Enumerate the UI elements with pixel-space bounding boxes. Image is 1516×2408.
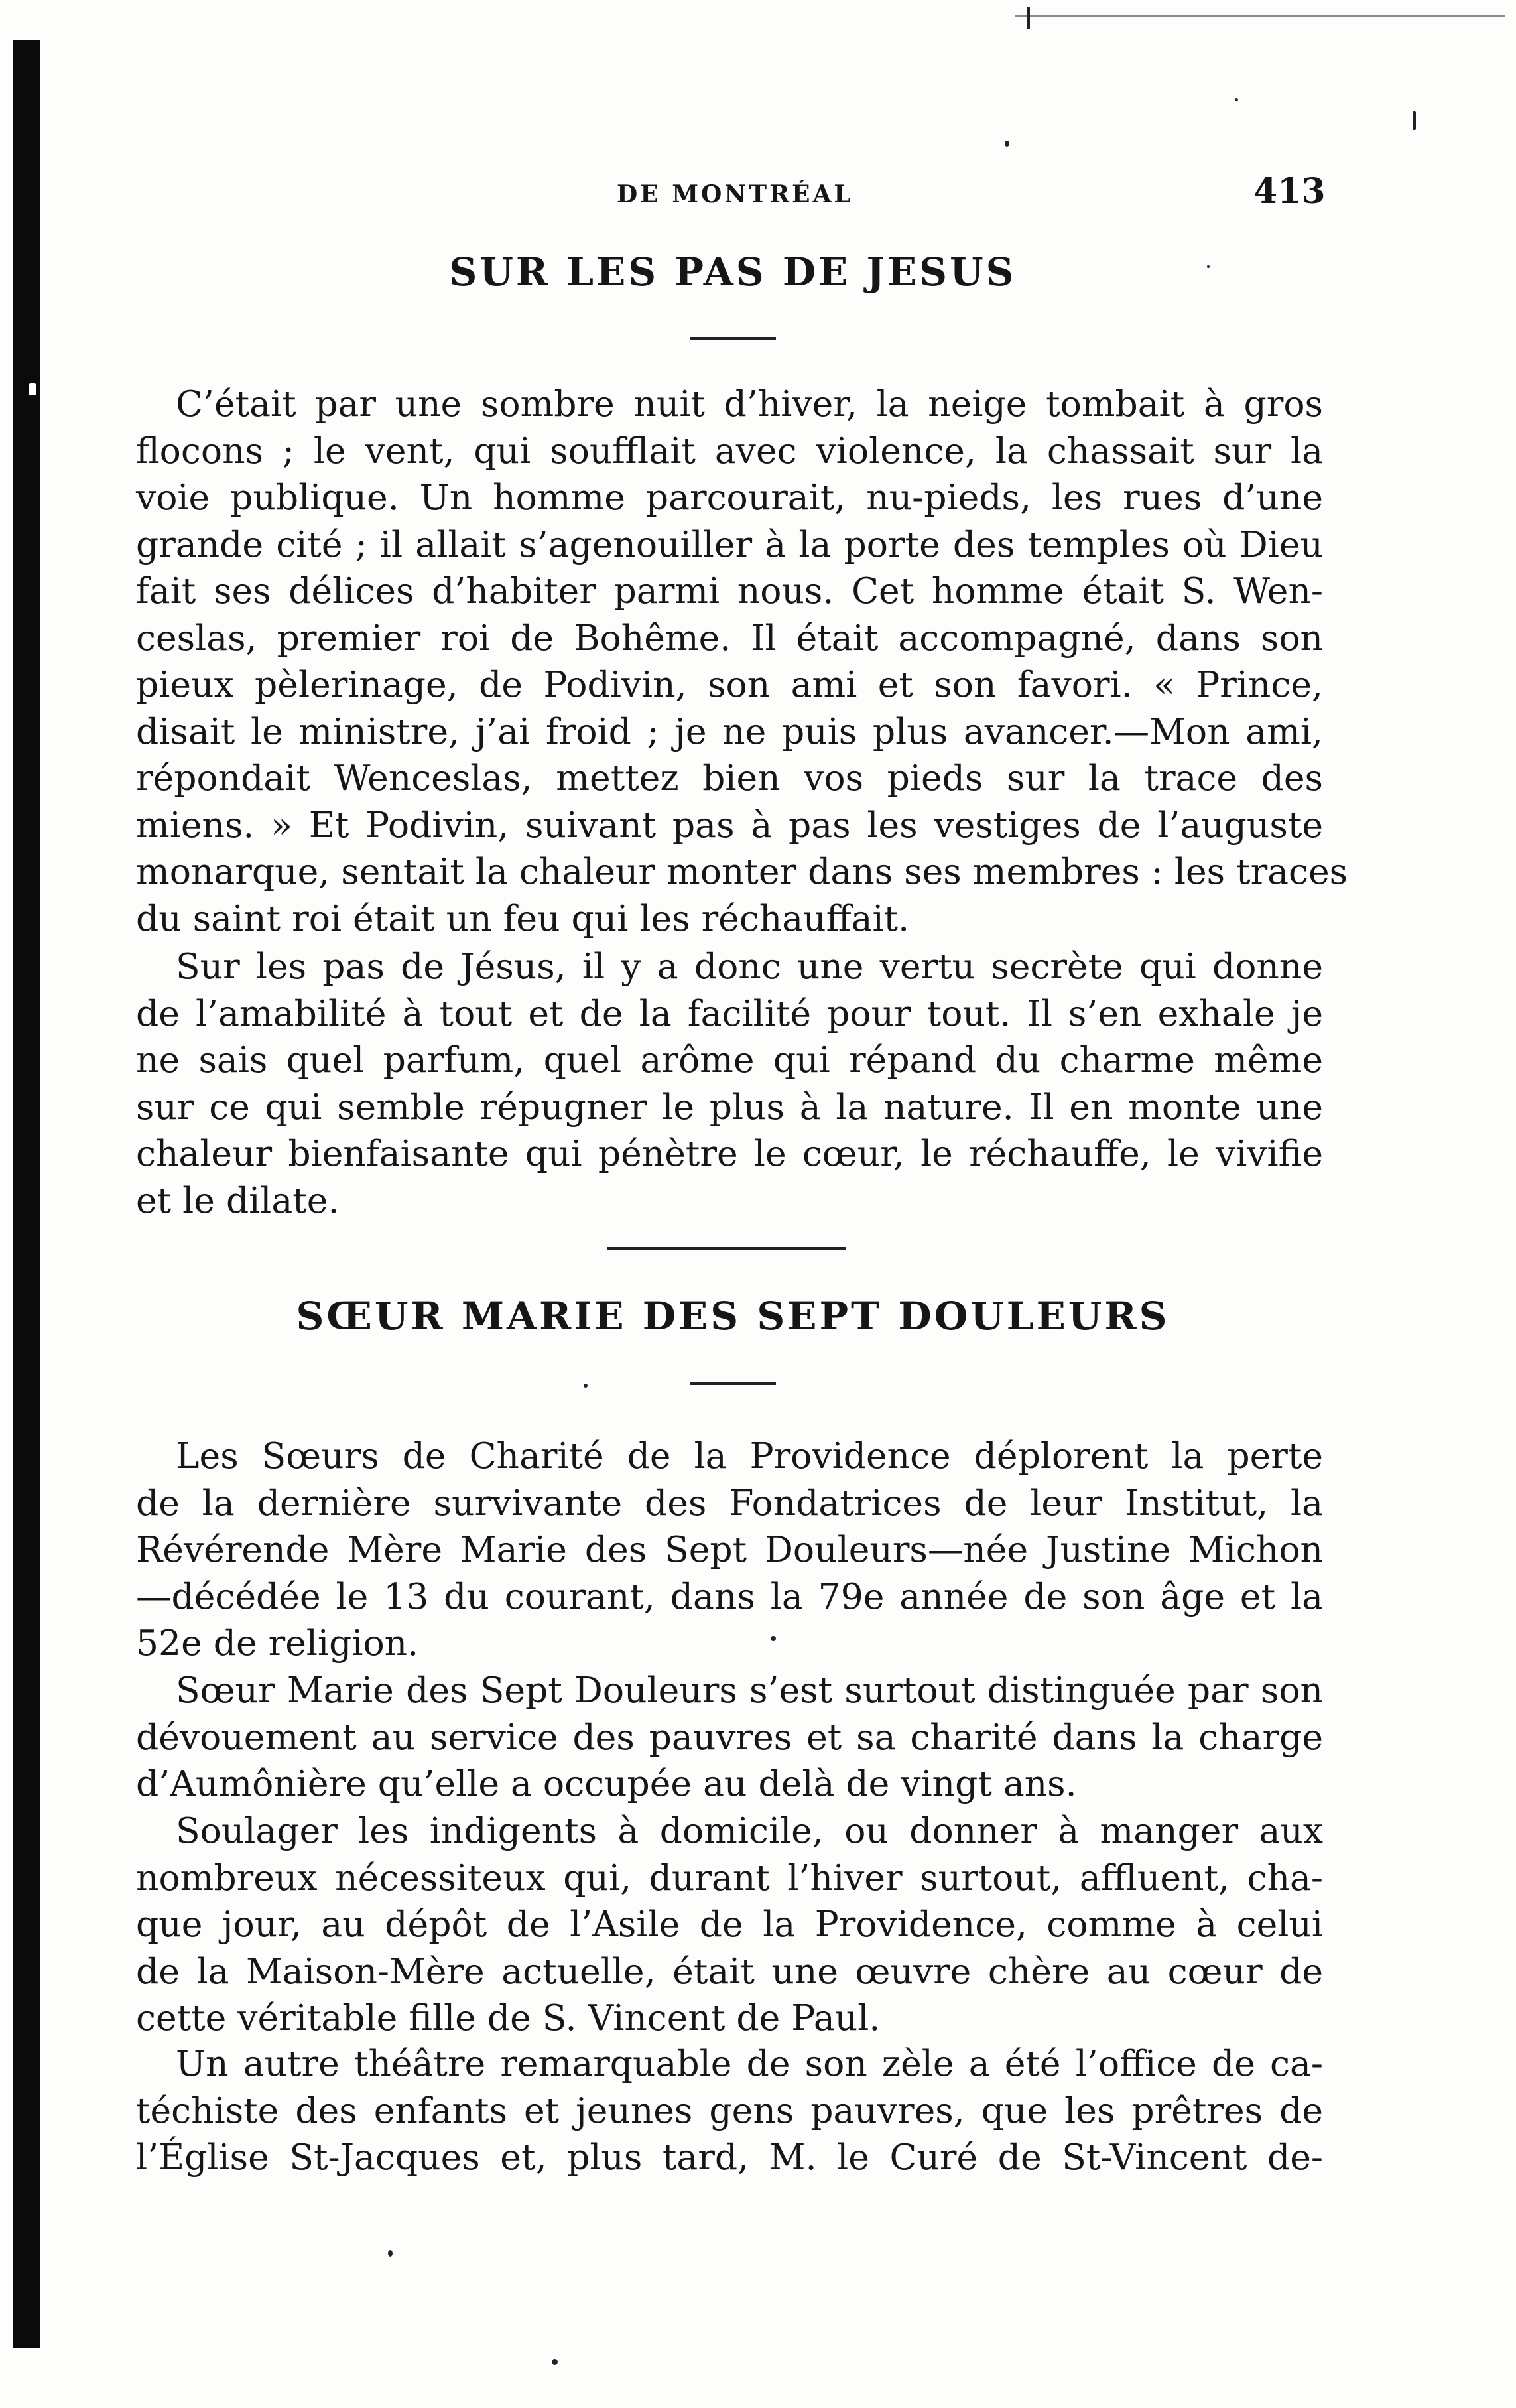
text-line: Soulager les indigents à domicile, ou donner à manger aux [176,1810,1323,1851]
text-line: Sœur Marie des Sept Douleurs s’est surtout distinguée par son [176,1669,1323,1711]
section-divider-rule [607,1247,846,1250]
title-underline-rule [690,337,776,340]
text-line: dévouement au service des pauvres et sa charité dans la charge [136,1715,1323,1758]
section-title-sur-les-pas: SUR LES PAS DE JESUS [449,249,1017,295]
text-line: disait le ministre, j’ai froid ; je ne puis plus avancer.—Mon ami, [136,710,1323,752]
text-line: fait ses délices d’habiter parmi nous. Cet homme était S. Wen- [136,570,1323,612]
title-underline-rule [690,1382,776,1385]
running-head: DE MONTRÉAL [617,180,853,208]
text-line: que jour, au dépôt de l’Asile de la Providence, comme à celui [136,1903,1323,1945]
text-line: Un autre théâtre remarquable de son zèle a été l’office de ca- [176,2042,1323,2084]
text-line: C’était par une sombre nuit d’hiver, la neige tombait à gros [176,383,1323,425]
page-binding-edge [13,40,40,2348]
paragraph [136,943,1323,1224]
page-number: 413 [1253,171,1326,212]
text-line: et le dilate. [136,1179,340,1221]
text-line: ceslas, premier roi de Bohême. Il était accompagné, dans son [136,616,1323,659]
text-line: cette véritable fille de S. Vincent de Paul. [136,1997,881,2039]
text-line: pieux pèlerinage, de Podivin, son ami et son favori. « Prince, [136,663,1323,705]
ink-speck [1027,7,1030,29]
paragraph [136,1433,1323,1667]
scan-top-rule [1015,15,1505,17]
text-line: chaleur bienfaisante qui pénètre le cœur, le réchauffe, le vivifie [136,1132,1323,1174]
text-line: Les Sœurs de Charité de la Providence déplorent la perte [176,1435,1323,1477]
text-line: d’Aumônière qu’elle a occupée au delà de vingt ans. [136,1763,1077,1804]
text-line: Révérende Mère Marie des Sept Douleurs—née Justine Michon [136,1528,1323,1570]
paragraph [136,1808,1323,2042]
text-line: du saint roi était un feu qui les réchauffait. [136,897,910,939]
ink-speck [1235,98,1238,101]
paragraph [136,381,1348,942]
text-line: grande cité ; il allait s’agenouiller à la porte des temples où Dieu [136,523,1323,565]
text-line: répondait Wenceslas, mettez bien vos pieds sur la trace des [136,757,1323,799]
text-line: Sur les pas de Jésus, il y a donc une vertu secrète qui donne [176,945,1323,987]
text-line: de la Maison-Mère actuelle, était une œuvre chère au cœur de [136,1950,1323,1992]
ink-speck [1005,141,1009,147]
ink-speck [552,2359,558,2365]
text-line: 52e de religion. [136,1622,419,1664]
binding-notch [29,383,36,395]
text-line: nombreux nécessiteux qui, durant l’hiver surtout, affluent, cha- [136,1856,1323,1899]
text-line: téchiste des enfants et jeunes gens pauvres, que les prêtres de [136,2089,1323,2131]
ink-speck [584,1384,588,1388]
paragraph [136,1667,1323,1808]
text-line: ne sais quel parfum, quel arôme qui répand du charme même [136,1039,1323,1081]
section-title-soeur-marie: SŒUR MARIE DES SEPT DOULEURS [296,1294,1170,1339]
text-line: voie publique. Un homme parcourait, nu-pieds, les rues d’une [136,476,1323,518]
text-line: de l’amabilité à tout et de la facilité pour tout. Il s’en exhale je [136,992,1323,1034]
text-line: l’Église St-Jacques et, plus tard, M. le Curé de St-Vincent de- [136,2136,1323,2178]
text-line: monarque, sentait la chaleur monter dans ses membres : les traces [136,850,1348,892]
text-line: miens. » Et Podivin, suivant pas à pas les vestiges de l’auguste [136,803,1323,846]
ink-speck [1413,111,1416,130]
ink-speck [388,2250,393,2257]
paragraph [136,2040,1323,2181]
text-line: —décédée le 13 du courant, dans la 79e année de son âge et la [136,1575,1323,1617]
text-line: sur ce qui semble répugner le plus à la nature. Il en monte une [136,1085,1323,1128]
text-line: de la dernière survivante des Fondatrices de leur Institut, la [136,1481,1323,1524]
text-line: flocons ; le vent, qui soufflait avec violence, la chassait sur la [136,429,1323,472]
